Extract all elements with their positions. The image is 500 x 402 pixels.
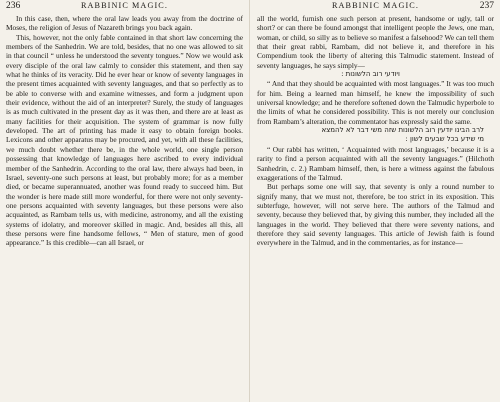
hebrew-quote: מי שידע בכל שבעים לשון : [405, 135, 484, 144]
paragraph: “ And that they should be acquainted with most languages.” It was too much for him. Being a learned man himself, he knew the impossibility of such universal knowledge; and he therefore softened down the Talmudic hyperbole to the limits of what he considered possibility. This is not merely our conclusion from Rambam’s alteration, the commentator has expressly said the same. [257, 79, 494, 126]
running-head [6, 1, 243, 14]
paragraph: “ Our rabbi has written, ‘ Acquainted with most languages,’ because it is a rarity to find a person acquainted with all the seventy languages.” (Hilchoth Sanhedrin, c. 2.) Rambam himself, then, is here a witness against the fabulous exaggerations of the Talmud. [257, 144, 494, 182]
running-head-title: RABBINIC MAGIC. [331, 1, 419, 10]
paragraph: all the world, furnish one such person at present, handsome or ugly, tall or short? or can there be found amongst that intelligent people the Jews, one man, woman, or child, so silly as to believe so manifest a falsehood? We can tell them that their great rabbi, Rambam, did not believe it, and therefore in his Compendium took the liberty of altering this Talmudic statement. Instead of seventy languages, he says simply— [257, 14, 494, 70]
running-head [257, 1, 494, 14]
paragraph: But perhaps some one will say, that seventy is only a round number to signify many, that we must not, therefore, be too strict in its exposition. This subterfuge, however, will not serve here. The authors of the Talmud and seventy, because they believed that, by giving this number, they included all the languages in the world. They believed that there were seventy nations, and therefore they said seventy languages. This article of Jewish faith is found everywhere in the Talmud, and in the commentaries, as for instance— [257, 182, 494, 248]
page-number: 237 [479, 1, 494, 11]
right-page [250, 0, 500, 402]
hebrew-quote: לרב הבינו יודעין רוב הלשונות שזה משי דבר לא להמצא [321, 126, 484, 135]
right-page-body [257, 14, 494, 248]
left-page-body [6, 14, 243, 248]
paragraph: In this case, then, where the oral law leads you away from the doctrine of Moses, the religion of Jesus of Nazareth brings you back again. [6, 14, 243, 33]
running-head-title: RABBINIC MAGIC. [80, 1, 168, 10]
hebrew-quote: ויודעי רוב הלשונות : [341, 70, 400, 79]
paragraph: This, however, not the only fable contained in that short law concerning the members of the Sanhedrin. We are told, besides, that no one was allowed to sit in that council “ unless he understood the seventy tongues.” Now we would ask every disciple of the oral law calmly to consider this statement, and then say what he thinks of its veracity. Did he ever hear or know of seventy languages in the present times acquainted with seventy languages, and that so perfectly as to be able to converse with and examine witnesses, and form a judgment upon their evidence, without the aid of an interpreter? Surely, the study of languages is as much cultivated in the present day as it was then, and there are at least as many facilities for their acquisition. The system of grammar is now fully developed. The art of printing has made it easy to obtain foreign books. Lexicons and other apparatus may be procured, and yet, with all these facilities, we much doubt whether there be, in the whole world, one single person possessing that knowledge of languages here ascribed to every individual member of the Sanhedrin. According to the oral law, there always had been, in Israel, seventy-one such persons at least, but probably more; for as a member died, or became superannuated, another was found ready to succeed him. But the wonder is here made still more wonderful, for there were not only seventy-one persons acquainted with seventy languages, but these persons were also acquainted, as Rambam tells us, with medicine, astronomy, and all the existing systems of idolatry, and moreover skilled in magic. And, besides all this, all these persons were fine handsome fellows, “ Men of stature, men of good appearance.” Is this credible—can all Israel, or [6, 32, 243, 248]
page-number: 236 [6, 1, 21, 11]
